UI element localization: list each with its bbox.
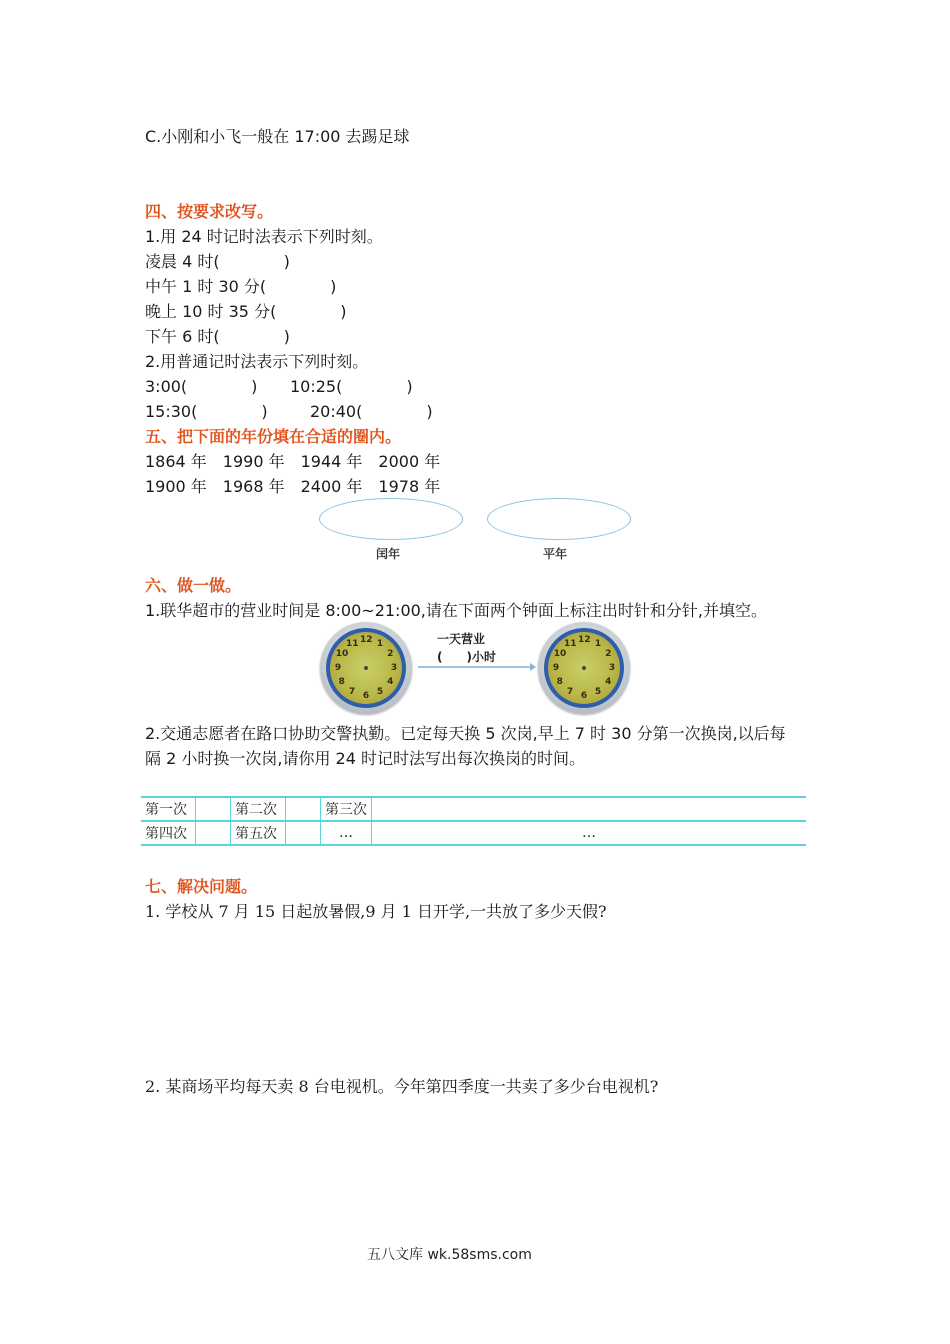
table-cell: 第五次 — [231, 821, 286, 845]
s4-item-3: 晚上 10 时 35 分( ) — [145, 302, 347, 321]
clock-numeral: 1 — [376, 638, 384, 649]
section-7-q1: 1. 学校从 7 月 15 日起放暑假,9 月 1 日开学,一共放了多少天假? — [145, 902, 607, 921]
s4-item-4: 下午 6 时( ) — [145, 327, 290, 346]
clock-numeral: 4 — [387, 677, 394, 687]
section-6-q2-line1: 2.交通志愿者在路口协助交警执勤。已定每天换 5 次岗,早上 7 时 30 分第一次换岗,以后每 — [145, 724, 786, 743]
answer-cell[interactable] — [196, 797, 231, 821]
clock-numeral: 12 — [360, 635, 373, 645]
common-year-label: 平年 — [543, 547, 568, 561]
section-6-q2-line2: 隔 2 小时换一次岗,请你用 24 时记时法写出每次换岗的时间。 — [145, 749, 585, 768]
s4-item-1: 凌晨 4 时( ) — [145, 252, 290, 271]
clock-numeral: 6 — [362, 691, 370, 701]
business-label: 一天营业 — [437, 632, 486, 646]
clock-numeral: 3 — [390, 663, 398, 673]
s4-item-2: 中午 1 时 30 分( ) — [145, 277, 337, 296]
clock-numeral: 2 — [387, 649, 394, 659]
clock-numeral: 5 — [376, 687, 384, 698]
shift-table — [141, 796, 806, 846]
table-cell: 第四次 — [141, 821, 196, 845]
arrow-icon — [416, 660, 536, 674]
clock-numeral: 11 — [564, 638, 577, 649]
answer-cell[interactable] — [196, 821, 231, 845]
clock-numeral: 10 — [335, 649, 349, 659]
s4-row1-b: 10:25( ) — [290, 377, 413, 396]
clock-numeral: 8 — [556, 677, 563, 687]
answer-cell[interactable] — [372, 797, 807, 821]
clock-numeral: 9 — [334, 663, 342, 673]
leap-year-circle — [319, 498, 463, 540]
hours-blank: ( )小时 — [437, 650, 496, 664]
clock-numeral: 11 — [346, 638, 359, 649]
clock-numeral: 3 — [608, 663, 616, 673]
table-cell: 第三次 — [321, 797, 372, 821]
opening-clock — [320, 622, 412, 714]
section-5-title: 五、把下面的年份填在合适的圈内。 — [145, 427, 402, 446]
common-year-circle — [487, 498, 631, 540]
s4-row1-a: 3:00( ) — [145, 377, 258, 396]
years-row-1: 1864 年 1990 年 1944 年 2000 年 — [145, 452, 441, 471]
section-4-title: 四、按要求改写。 — [145, 202, 274, 221]
section-7-q2: 2. 某商场平均每天卖 8 台电视机。今年第四季度一共卖了多少台电视机? — [145, 1077, 659, 1096]
table-row — [141, 797, 806, 821]
s4-row2-a: 15:30( ) — [145, 402, 268, 421]
clock-numeral: 9 — [552, 663, 560, 673]
section-7-title: 七、解决问题。 — [145, 877, 258, 896]
clock-numeral: 1 — [594, 638, 602, 649]
clock-numeral: 6 — [580, 691, 588, 701]
section-4-q2: 2.用普通记时法表示下列时刻。 — [145, 352, 369, 371]
table-cell: … — [372, 821, 807, 845]
s4-row2-b: 20:40( ) — [310, 402, 433, 421]
clock-numeral: 4 — [605, 677, 612, 687]
section-6-title: 六、做一做。 — [145, 576, 242, 595]
table-cell: 第一次 — [141, 797, 196, 821]
clock-numeral: 10 — [553, 649, 567, 659]
section-4-q1: 1.用 24 时记时法表示下列时刻。 — [145, 227, 383, 246]
clock-numeral: 7 — [348, 687, 356, 698]
option-c: C.小刚和小飞一般在 17:00 去踢足球 — [145, 127, 410, 146]
answer-cell[interactable] — [286, 821, 321, 845]
table-row — [141, 821, 806, 845]
footer-watermark: 五八文库 wk.58sms.com — [367, 1247, 532, 1263]
table-cell: … — [321, 821, 372, 845]
leap-year-label: 闰年 — [376, 547, 401, 561]
clock-numeral: 8 — [338, 677, 345, 687]
clock-numeral: 5 — [594, 687, 602, 698]
clock-numeral: 7 — [566, 687, 574, 698]
table-cell: 第二次 — [231, 797, 286, 821]
section-6-q1: 1.联华超市的营业时间是 8:00~21:00,请在下面两个钟面上标注出时针和分针,并填空。 — [145, 601, 767, 620]
answer-cell[interactable] — [286, 797, 321, 821]
years-row-2: 1900 年 1968 年 2400 年 1978 年 — [145, 477, 441, 496]
clock-numeral: 12 — [578, 635, 591, 645]
clock-numeral: 2 — [605, 649, 612, 659]
closing-clock — [538, 622, 630, 714]
